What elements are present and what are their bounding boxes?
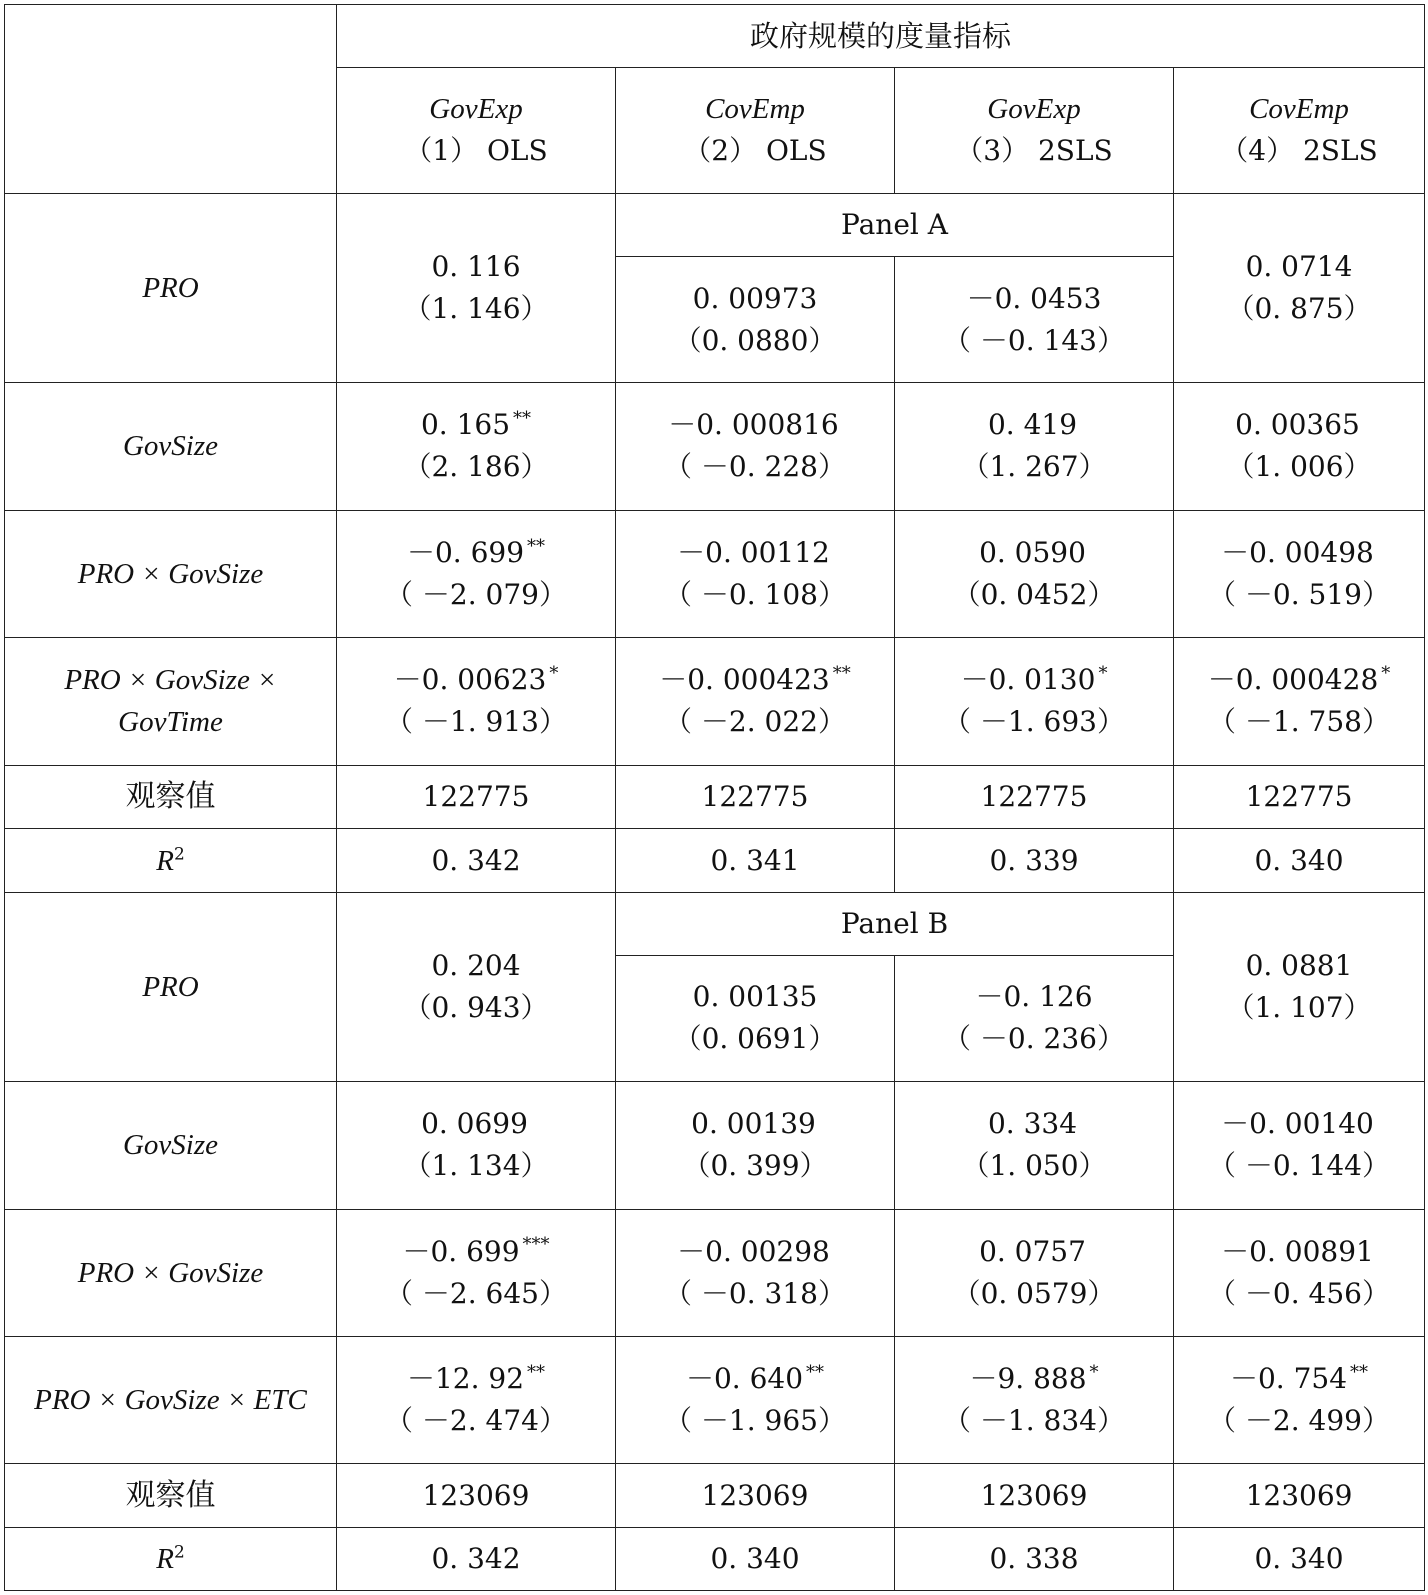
coef: 0. 334 [987, 1107, 1078, 1141]
r2-a-1: 0. 342 [337, 829, 616, 893]
t-stat: （ －0. 143） [943, 323, 1125, 357]
cell-pro-govsize-b-2 [616, 1209, 895, 1336]
obs-b-2: 123069 [616, 1464, 895, 1528]
t-stat: （ －1. 834） [943, 1404, 1125, 1438]
cell-triple-b-3 [895, 1337, 1174, 1464]
t-stat: （0. 875） [1226, 292, 1372, 326]
t-stat: （1. 050） [961, 1149, 1107, 1183]
coef: －0. 754 [1229, 1362, 1348, 1396]
row-label-pro-a: PRO [5, 194, 337, 383]
coef: －0. 000423 [659, 663, 830, 697]
cell-triple-a-4 [1174, 638, 1425, 765]
cell-pro-govsize-b-1 [337, 1209, 616, 1336]
coef: －0. 000816 [668, 408, 839, 442]
coef: －0. 00140 [1221, 1107, 1374, 1141]
t-stat: （ －0. 144） [1208, 1149, 1390, 1183]
cell-pro-a-1 [337, 194, 616, 383]
row-label-govsize-b: GovSize [5, 1082, 337, 1209]
coef: 0. 204 [431, 949, 521, 983]
cell-pro-govsize-b-3 [895, 1209, 1174, 1336]
regression-table [4, 4, 1425, 1591]
cell-pro-govsize-a-1 [337, 510, 616, 637]
t-stat: （0. 0579） [952, 1276, 1116, 1310]
column-1-spec: （1） OLS [404, 134, 548, 168]
row-label-pro-b: PRO [5, 893, 337, 1082]
coef: －0. 640 [685, 1362, 804, 1396]
cell-govsize-a-1 [337, 383, 616, 510]
t-stat: （ －2. 022） [664, 705, 846, 739]
r2-sup: 2 [173, 1542, 185, 1563]
r2-b-4: 0. 340 [1174, 1528, 1425, 1591]
coef: 0. 0757 [979, 1234, 1086, 1268]
cell-pro-govsize-a-4 [1174, 510, 1425, 637]
cell-pro-b-1 [337, 893, 616, 1082]
t-stat: （0. 0452） [952, 577, 1116, 611]
coef: －0. 000428 [1207, 663, 1379, 697]
significance-stars: ** [832, 663, 851, 685]
cell-govsize-b-3 [895, 1082, 1174, 1209]
coef: －0. 0130 [960, 663, 1096, 697]
r2-b-1: 0. 342 [337, 1528, 616, 1591]
cell-govsize-b-1 [337, 1082, 616, 1209]
coef: 0. 419 [987, 408, 1078, 442]
cell-pro-b-4 [1174, 893, 1425, 1082]
coef: 0. 0881 [1245, 949, 1353, 983]
column-3-spec: （3） 2SLS [955, 134, 1113, 168]
cell-pro-a-3 [895, 256, 1174, 382]
cell-pro-b-2 [616, 955, 895, 1081]
coef: －12. 92 [406, 1362, 525, 1396]
t-stat: （1. 267） [961, 450, 1107, 484]
coef: 0. 00139 [691, 1107, 816, 1141]
r2-base: R [156, 844, 174, 877]
cell-govsize-a-3 [895, 383, 1174, 510]
significance-stars: * [549, 663, 559, 685]
coef: －9. 888 [969, 1362, 1087, 1396]
t-stat: （ －2. 474） [385, 1404, 567, 1438]
label-line-1: PRO × GovSize × [64, 664, 277, 697]
column-header-3 [895, 67, 1174, 193]
coef: 0. 00973 [692, 281, 818, 315]
t-stat: （ －0. 228） [664, 450, 846, 484]
cell-govsize-b-4 [1174, 1082, 1425, 1209]
t-stat: （ －1. 913） [385, 705, 567, 739]
row-label-obs-a: 观察值 [5, 765, 337, 829]
cell-triple-b-2 [616, 1337, 895, 1464]
column-header-2 [616, 67, 895, 193]
coef: 0. 0714 [1245, 250, 1353, 284]
coef: 0. 0590 [979, 535, 1086, 569]
significance-stars: * [1098, 663, 1108, 685]
t-stat: （ －0. 108） [664, 577, 846, 611]
coef: －0. 00298 [677, 1234, 830, 1268]
coef: －0. 699 [402, 1234, 520, 1268]
significance-stars: ** [527, 1361, 546, 1383]
obs-a-4: 122775 [1174, 765, 1425, 829]
t-stat: （ －0. 456） [1208, 1276, 1390, 1310]
cell-govsize-a-2 [616, 383, 895, 510]
row-label-govsize-a: GovSize [5, 383, 337, 510]
cell-govsize-a-4 [1174, 383, 1425, 510]
column-header-4 [1174, 67, 1425, 193]
cell-triple-b-4 [1174, 1337, 1425, 1464]
r2-b-3: 0. 338 [895, 1528, 1174, 1591]
panel-b-label: Panel B [616, 893, 1174, 956]
significance-stars: * [1381, 663, 1391, 685]
coef: 0. 116 [431, 250, 521, 284]
significance-stars: ** [806, 1361, 825, 1383]
t-stat: （0. 0691） [673, 1022, 837, 1056]
t-stat: （0. 399） [682, 1149, 828, 1183]
t-stat: （ －1. 758） [1208, 705, 1390, 739]
significance-stars: * [1089, 1361, 1099, 1383]
column-1-var: GovExp [429, 93, 523, 126]
significance-stars: ** [1350, 1361, 1369, 1383]
cell-pro-govsize-a-3 [895, 510, 1174, 637]
cell-triple-a-2 [616, 638, 895, 765]
coef: －0. 00112 [677, 535, 830, 569]
cell-triple-a-1 [337, 638, 616, 765]
cell-pro-a-2 [616, 256, 895, 382]
obs-b-3: 123069 [895, 1464, 1174, 1528]
row-label-triple-a [5, 638, 337, 765]
coef: －0. 699 [406, 535, 525, 569]
row-label-pro-govsize-b: PRO × GovSize [5, 1209, 337, 1336]
coef: 0. 0699 [421, 1107, 528, 1141]
significance-stars: ** [513, 408, 532, 430]
t-stat: （ －2. 499） [1208, 1404, 1390, 1438]
row-label-r2-a [5, 829, 337, 893]
coef: 0. 165 [420, 408, 511, 442]
column-4-var: CovEmp [1249, 93, 1349, 126]
group-title: 政府规模的度量指标 [337, 5, 1425, 68]
cell-pro-a-4 [1174, 194, 1425, 383]
obs-b-4: 123069 [1174, 1464, 1425, 1528]
label-line-2: GovTime [118, 706, 223, 739]
t-stat: （ －2. 079） [385, 577, 567, 611]
t-stat: （1. 006） [1226, 450, 1372, 484]
coef: －0. 126 [975, 980, 1093, 1014]
row-label-triple-b: PRO × GovSize × ETC [5, 1337, 337, 1464]
cell-pro-govsize-a-2 [616, 510, 895, 637]
cell-pro-govsize-b-4 [1174, 1209, 1425, 1336]
t-stat: （1. 146） [403, 292, 549, 326]
t-stat: （2. 186） [403, 450, 549, 484]
cell-govsize-b-2 [616, 1082, 895, 1209]
column-2-var: CovEmp [705, 93, 805, 126]
t-stat: （0. 0880） [673, 323, 837, 357]
r2-a-2: 0. 341 [616, 829, 895, 893]
t-stat: （1. 107） [1226, 991, 1372, 1025]
t-stat: （ －1. 693） [943, 705, 1125, 739]
t-stat: （1. 134） [403, 1149, 549, 1183]
row-label-pro-govsize-a: PRO × GovSize [5, 510, 337, 637]
column-3-var: GovExp [987, 93, 1081, 126]
t-stat: （0. 943） [403, 991, 549, 1025]
cell-pro-b-3 [895, 955, 1174, 1081]
obs-a-2: 122775 [616, 765, 895, 829]
r2-sup: 2 [173, 844, 185, 865]
row-label-r2-b [5, 1528, 337, 1591]
obs-a-3: 122775 [895, 765, 1174, 829]
coef: 0. 00135 [692, 980, 818, 1014]
r2-b-2: 0. 340 [616, 1528, 895, 1591]
coef: －0. 00891 [1221, 1234, 1374, 1268]
coef: 0. 00365 [1235, 408, 1360, 442]
header-corner-cell [5, 5, 337, 194]
coef: －0. 00498 [1221, 535, 1374, 569]
significance-stars: *** [522, 1234, 550, 1256]
column-header-1 [337, 67, 616, 193]
column-2-spec: （2） OLS [683, 134, 827, 168]
t-stat: （ －2. 645） [385, 1276, 567, 1310]
r2-a-4: 0. 340 [1174, 829, 1425, 893]
t-stat: （ －0. 318） [664, 1276, 846, 1310]
panel-a-label: Panel A [616, 194, 1174, 257]
r2-a-3: 0. 339 [895, 829, 1174, 893]
row-label-obs-b: 观察值 [5, 1464, 337, 1528]
obs-a-1: 122775 [337, 765, 616, 829]
cell-triple-a-3 [895, 638, 1174, 765]
t-stat: （ －1. 965） [664, 1404, 846, 1438]
column-4-spec: （4） 2SLS [1220, 134, 1378, 168]
cell-triple-b-1 [337, 1337, 616, 1464]
significance-stars: ** [527, 535, 546, 557]
coef: －0. 0453 [966, 281, 1102, 315]
t-stat: （ －0. 236） [943, 1022, 1125, 1056]
coef: －0. 00623 [393, 663, 547, 697]
obs-b-1: 123069 [337, 1464, 616, 1528]
t-stat: （ －0. 519） [1208, 577, 1390, 611]
r2-base: R [156, 1543, 174, 1576]
